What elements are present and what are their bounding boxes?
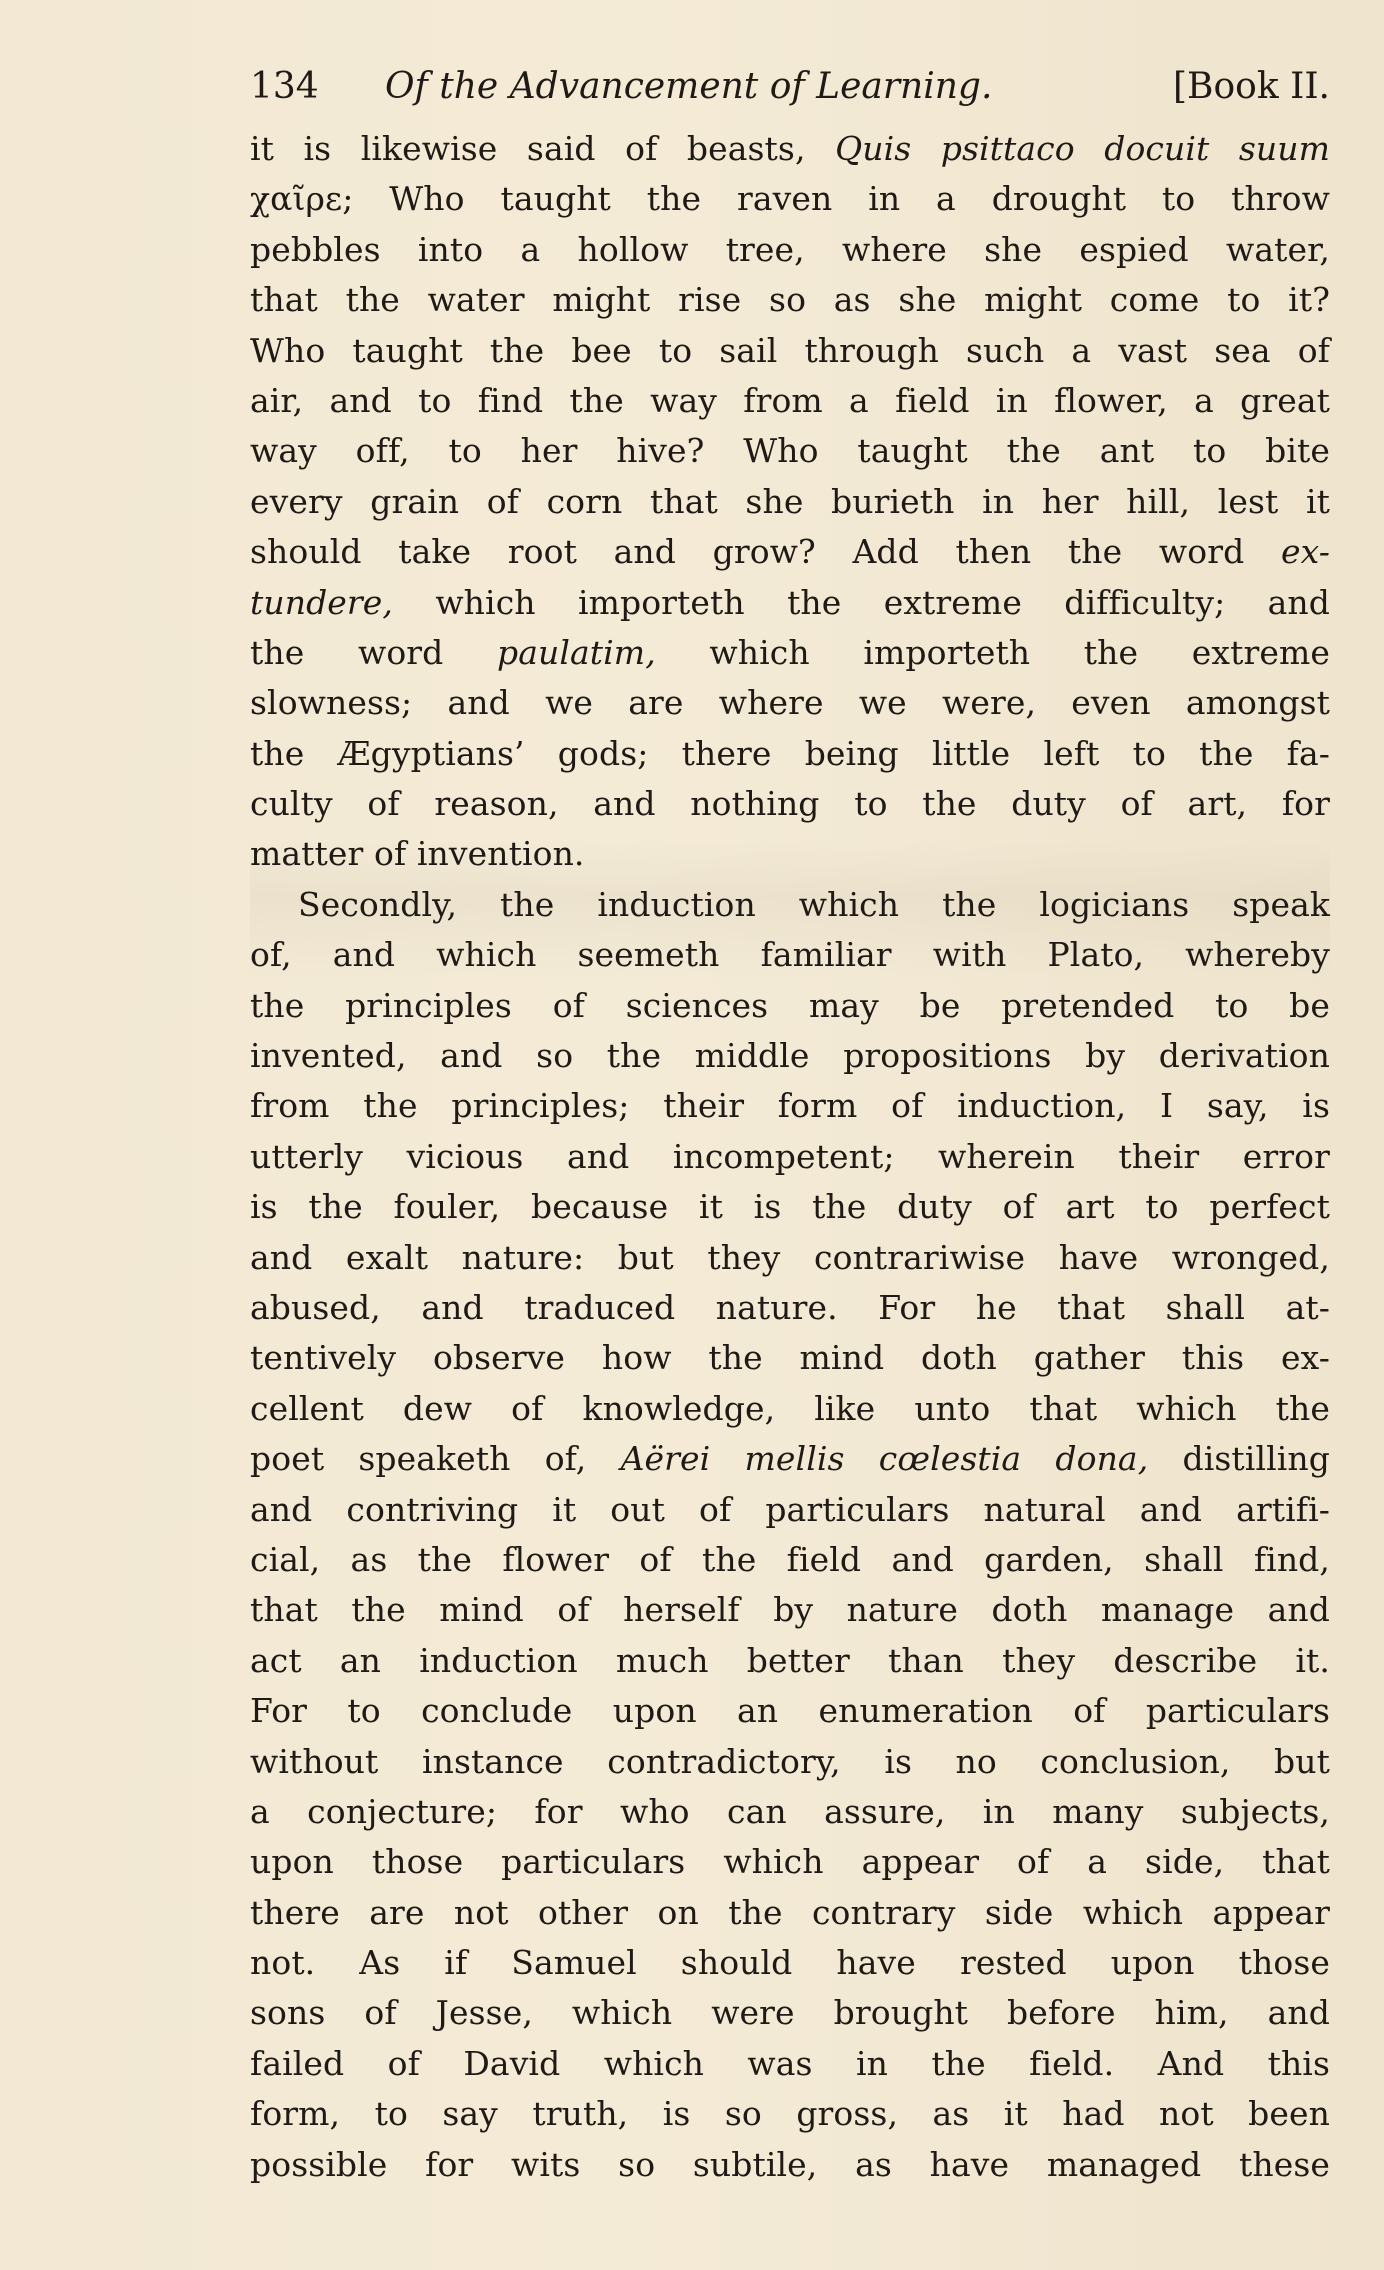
page-header [250, 58, 1330, 116]
text-segment: and exalt nature: but they contrariwise have wronged, [250, 1237, 1330, 1277]
text-line [250, 1787, 1330, 1837]
text-line [250, 1283, 1330, 1333]
text-segment: should take root and grow? Add then the word [250, 532, 1281, 572]
text-segment: For to conclude upon an enumeration of particulars [250, 1691, 1330, 1731]
text-line [250, 326, 1330, 376]
text-line [250, 2039, 1330, 2089]
text-line [250, 1081, 1330, 1131]
text-segment: distilling [1148, 1439, 1330, 1479]
text-line [250, 779, 1330, 829]
text-line [250, 1888, 1330, 1938]
text-segment: possible for wits so subtile, as have managed these [250, 2144, 1330, 2184]
text-segment: utterly vicious and incompetent; wherein their error [250, 1136, 1330, 1176]
text-segment: form, to say truth, is so gross, as it had not been [250, 2094, 1330, 2134]
text-segment: sons of Jesse, which were brought before him, and [250, 1993, 1330, 2033]
text-segment: χαῖρε; Who taught the raven in a drought to throw [250, 179, 1330, 219]
italic-phrase: paulatim, [497, 632, 656, 672]
text-line [250, 1585, 1330, 1635]
text-segment: of, and which seemeth familiar with Plato, whereby [250, 935, 1330, 975]
text-line [250, 1636, 1330, 1686]
text-segment: cellent dew of knowledge, like unto that which the [250, 1388, 1330, 1428]
italic-phrase: ex- [1280, 532, 1330, 572]
text-line [250, 628, 1330, 678]
text-line [250, 1434, 1330, 1484]
text-line [250, 1333, 1330, 1383]
text-line [250, 1938, 1330, 1988]
text-line [250, 2140, 1330, 2190]
text-line [250, 1485, 1330, 1535]
text-segment: every grain of corn that she burieth in her hill, lest it [250, 481, 1330, 521]
text-segment: and contriving it out of particulars natural and artifi- [250, 1489, 1330, 1529]
text-line [250, 729, 1330, 779]
text-line [250, 1233, 1330, 1283]
italic-phrase: tundere, [250, 582, 394, 622]
text-line [250, 225, 1330, 275]
text-segment: Secondly, the induction which the logicians speak [298, 884, 1330, 924]
text-line [250, 1182, 1330, 1232]
running-title: Of the Advancement of Learning. [385, 66, 993, 107]
text-segment: abused, and traduced nature. For he that shall at- [250, 1287, 1330, 1327]
text-line [250, 1031, 1330, 1081]
text-segment: that the mind of herself by nature doth manage and [250, 1590, 1330, 1630]
text-line [250, 880, 1330, 930]
text-line [250, 1535, 1330, 1585]
text-segment: tentively observe how the mind doth gather this ex- [250, 1338, 1330, 1378]
text-line [250, 1988, 1330, 2038]
text-segment: failed of David which was in the field. And this [250, 2043, 1330, 2083]
text-line [250, 2089, 1330, 2139]
text-line [250, 527, 1330, 577]
text-segment: it is likewise said of beasts, [250, 129, 836, 168]
text-line [250, 1384, 1330, 1434]
text-line [250, 981, 1330, 1031]
text-line [250, 829, 1330, 879]
text-segment: which importeth the extreme [655, 632, 1330, 672]
text-segment: is the fouler, because it is the duty of art to perfect [250, 1187, 1330, 1227]
text-segment: a conjecture; for who can assure, in many subjects, [250, 1791, 1330, 1831]
text-line [250, 578, 1330, 628]
text-line [250, 376, 1330, 426]
text-segment: the principles of sciences may be pretended to be [250, 985, 1330, 1025]
text-segment: from the principles; their form of induction, I say, is [250, 1086, 1330, 1126]
text-segment: the Ægyptians’ gods; there being little left to the fa- [250, 733, 1330, 773]
text-segment: that the water might rise so as she might come to it? [250, 280, 1330, 320]
text-line [250, 174, 1330, 224]
italic-phrase: Quis psittaco docuit suum [835, 129, 1331, 168]
text-line [250, 426, 1330, 476]
text-segment: the word [250, 632, 498, 672]
page-number: 134 [250, 66, 319, 107]
section-label: [Book II. [1173, 66, 1330, 107]
text-segment: way off, to her hive? Who taught the ant to bite [250, 431, 1330, 471]
text-segment: cial, as the flower of the field and garden, shall find, [250, 1539, 1330, 1579]
text-line [250, 678, 1330, 728]
text-line [250, 1686, 1330, 1736]
text-line [250, 477, 1330, 527]
text-segment: act an induction much better than they describe it. [250, 1640, 1330, 1680]
text-segment: Who taught the bee to sail through such a vast sea of [250, 330, 1330, 370]
text-line [250, 1837, 1330, 1887]
text-segment: invented, and so the middle propositions by derivation [250, 1036, 1330, 1076]
text-segment: pebbles into a hollow tree, where she espied water, [250, 229, 1330, 269]
text-line [250, 275, 1330, 325]
italic-phrase: Aërei mellis cœlestia dona, [620, 1439, 1149, 1479]
text-segment: culty of reason, and nothing to the duty of art, for [250, 784, 1330, 824]
text-segment: upon those particulars which appear of a side, that [250, 1842, 1330, 1882]
text-line [250, 124, 1330, 174]
text-segment: slowness; and we are where we were, even amongst [250, 683, 1330, 723]
text-line [250, 930, 1330, 980]
text-segment: poet speaketh of, [250, 1439, 621, 1479]
text-segment: not. As if Samuel should have rested upon those [250, 1943, 1330, 1983]
text-segment: there are not other on the contrary side which appear [250, 1892, 1330, 1932]
text-segment: matter of invention. [250, 834, 585, 874]
text-segment: air, and to find the way from a field in flower, a great [250, 380, 1330, 420]
text-line [250, 1132, 1330, 1182]
text-segment: without instance contradictory, is no conclusion, but [250, 1741, 1330, 1781]
text-line [250, 1737, 1330, 1787]
text-segment: which importeth the extreme difficulty; and [393, 582, 1330, 622]
body-text [250, 124, 1330, 2190]
